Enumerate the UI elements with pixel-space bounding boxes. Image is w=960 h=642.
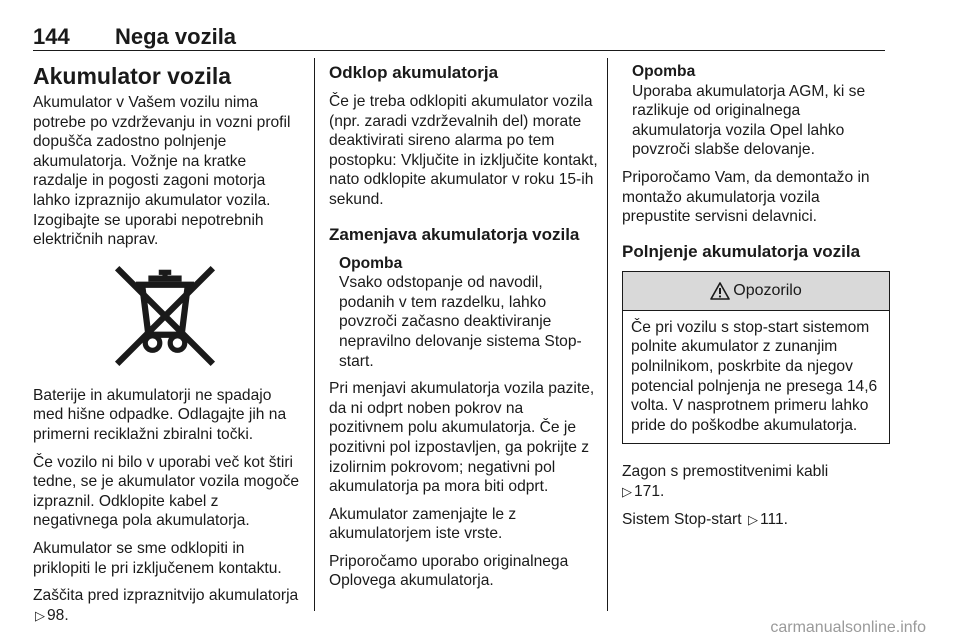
middle-column	[329, 62, 601, 599]
note-text: Uporaba akumulatorja AGM, ki se razlikuje od originalnega akumulatorja vozila Opel lahko povzroči slabše delovanje.	[632, 82, 866, 159]
page-reference[interactable]: 98.	[47, 606, 69, 624]
left-column	[33, 62, 305, 633]
note	[329, 254, 601, 372]
page-reference-arrow-icon: ▷	[622, 483, 632, 499]
paragraph: Če je treba odklopiti akumulator vozila (npr. zaradi vzdrževalnih del) morate deaktivirati sireno alarma po tem postopku: Vključite in izključite kontakt, nato odklopite akumulator v roku 15-ih sekund.	[329, 93, 598, 208]
page-reference-arrow-icon: ▷	[35, 607, 45, 623]
paragraph: Če vozilo ni bilo v uporabi več kot štiri tedne, se je akumulator vozila mogoče izpraznil. Odklopite kabel z negativnega pola akumulatorja.	[33, 453, 300, 530]
warning-header	[623, 272, 889, 311]
column-divider	[607, 58, 608, 611]
paragraph	[622, 462, 890, 501]
warning-box	[622, 271, 890, 445]
warning-triangle-icon	[710, 282, 730, 300]
paragraph-text: Sistem Stop-start	[622, 510, 742, 528]
warning-title: Opozorilo	[733, 281, 802, 299]
note	[622, 62, 890, 160]
paragraph: Priporočamo Vam, da demontažo in montažo akumulatorja vozila prepustite servisni delavnici.	[622, 168, 870, 226]
warning-text: Če pri vozilu s stop-start sistemom polnite akumulator z zunanjim polnilnikom, poskrbite da njegov potencial polnjenja ne presega 14,6 volta. V nasprotnem primeru lahko pride do poškodbe akumulatorja.	[631, 318, 878, 434]
section-heading: Akumulator vozila	[33, 63, 232, 89]
paragraph-text: Zaščita pred izpraznitvijo akumulatorja	[33, 587, 299, 605]
section-heading: Zamenjava akumulatorja vozila	[329, 224, 580, 244]
note-title: Opomba	[632, 63, 696, 80]
running-title: Nega vozila	[115, 24, 237, 49]
right-column	[622, 62, 890, 537]
note-title: Opomba	[339, 254, 403, 272]
page-number: 144	[33, 24, 70, 49]
column-divider	[314, 58, 315, 611]
paragraph: Priporočamo uporabo originalnega Oplovega akumulatorja.	[329, 552, 569, 590]
section-heading: Polnjenje akumulatorja vozila	[622, 241, 861, 261]
page-reference-arrow-icon: ▷	[747, 511, 758, 527]
paragraph: Baterije in akumulatorji ne spadajo med hišne odpadke. Odlagajte jih na primerni reciklažni zbiralni točki.	[33, 386, 287, 443]
paragraph-text: Zagon s premostitvenimi kabli	[622, 463, 829, 481]
crossed-out-bin-icon	[113, 264, 217, 368]
paragraph	[622, 510, 890, 530]
paragraph: Pri menjavi akumulatorja vozila pazite, da ni odprt noben pokrov na pozitivnem polu akumulatorja. Če je pozitivni pol izpostavljen, ga pokrijte z izolirnim pokrovom; negativni pol akumulatorja pa mora biti odprt.	[329, 380, 595, 496]
page-reference[interactable]: 171.	[634, 482, 665, 500]
paragraph: Akumulator zamenjajte le z akumulatorjem iste vrste.	[329, 505, 517, 543]
header-rule	[33, 50, 885, 51]
note-text: Vsako odstopanje od navodil, podanih v tem razdelku, lahko povzroči začasno deaktiviranje nepravilno delovanje sistema Stop-start.	[339, 274, 582, 370]
paragraph	[33, 586, 305, 625]
paragraph: Akumulator v Vašem vozilu nima potrebe po vzdrževanju in vozni profil dopušča zadostno polnjenje akumulatorja. Vožnje na kratke razdalje in pogosti zagoni motorja lahko izpraznijo akumulator vozila. Izogibajte se uporabi nepotrebnih električnih naprav.	[33, 94, 291, 249]
page-header	[33, 24, 885, 52]
paragraph: Akumulator se sme odklopiti in priklopiti le pri izključenem kontaktu.	[33, 539, 282, 577]
watermark: carmanualsonline.info	[770, 619, 926, 636]
page-reference[interactable]: 111.	[759, 510, 788, 528]
section-heading: Odklop akumulatorja	[329, 63, 499, 82]
